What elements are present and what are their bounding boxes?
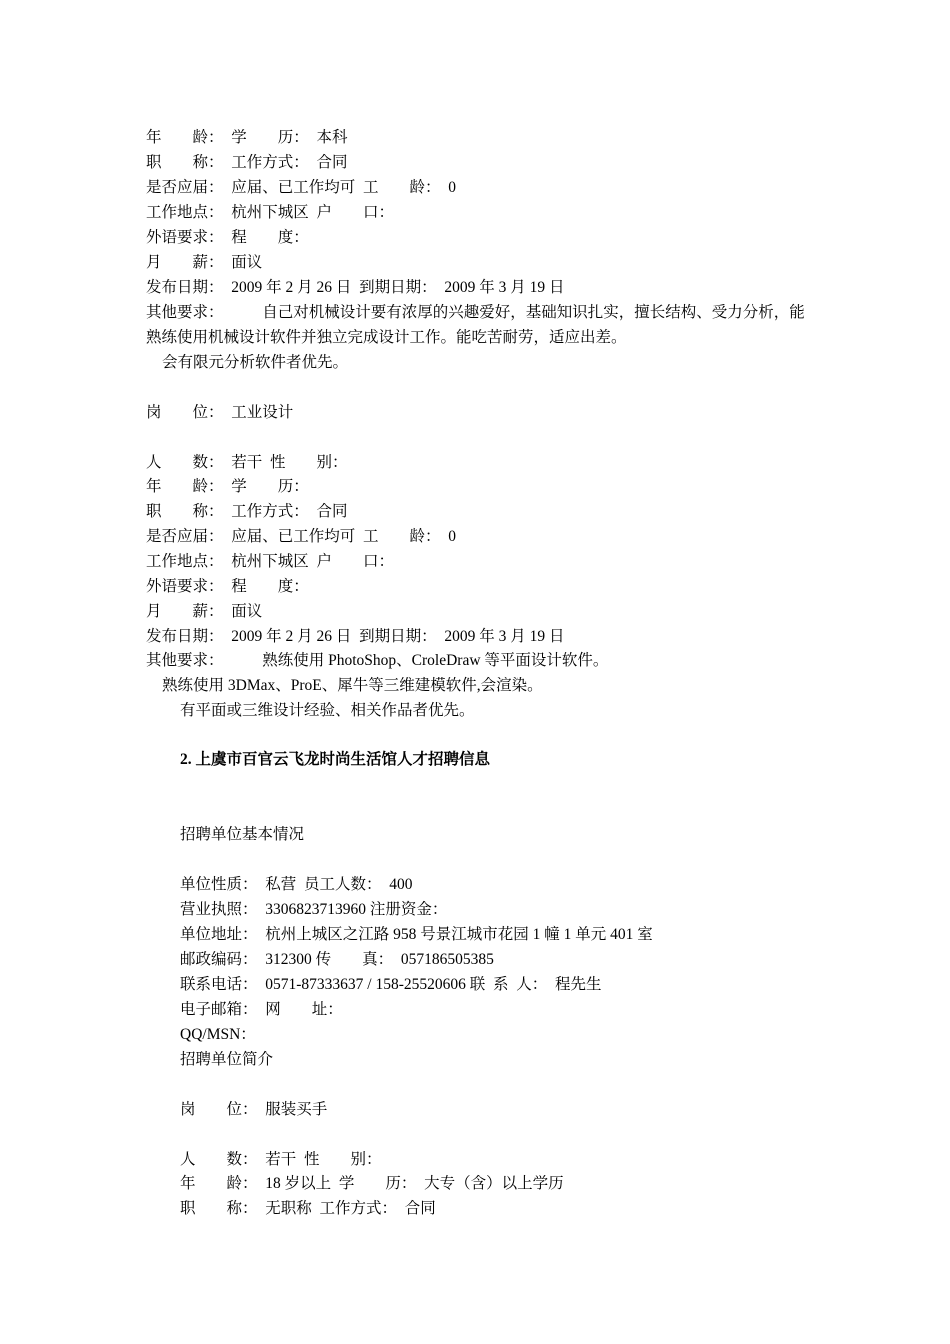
position-line: 岗 位： 工业设计: [146, 404, 294, 421]
title-line: 职 称： 工作方式： 合同: [146, 154, 348, 171]
address-line: 单位地址： 杭州上城区之江路 958 号景江城市花园 1 幢 1 单元 401 室: [180, 926, 653, 943]
email-line: 电子邮箱： 网 址：: [180, 1001, 343, 1018]
postcode-line: 邮政编码： 312300 传 真： 057186505385: [180, 951, 494, 968]
date-line: 发布日期： 2009 年 2 月 26 日 到期日期： 2009 年 3 月 19 日: [146, 628, 565, 645]
other-requirements-line2: 熟练使用 3DMax、ProE、犀牛等三维建模软件,会渲染。: [162, 677, 543, 694]
basic-info-title: 招聘单位基本情况: [180, 826, 305, 843]
phone-line: 联系电话： 0571-87333637 / 158-25520606 联 系 人： 程先生: [180, 976, 602, 993]
company-intro-title: 招聘单位简介: [180, 1051, 274, 1068]
qq-line: QQ/MSN：: [180, 1026, 256, 1043]
section-heading: 2. 上虞市百官云飞龙时尚生活馆人才招聘信息: [180, 751, 491, 768]
age-line: 年 龄： 18 岁以上 学 历： 大专（含）以上学历: [180, 1175, 564, 1192]
title-line: 职 称： 工作方式： 合同: [146, 503, 348, 520]
salary-line: 月 薪： 面议: [146, 254, 263, 271]
age-line: 年 龄： 学 历： 本科: [146, 129, 348, 146]
fresh-line: 是否应届： 应届、已工作均可 工 龄： 0: [146, 528, 457, 545]
other-requirements: 其他要求： 熟练使用 PhotoShop、CroleDraw 等平面设计软件。: [146, 652, 609, 669]
language-line: 外语要求： 程 度：: [146, 229, 309, 246]
location-line: 工作地点： 杭州下城区 户 口：: [146, 553, 395, 570]
language-line: 外语要求： 程 度：: [146, 578, 309, 595]
location-line: 工作地点： 杭州下城区 户 口：: [146, 204, 395, 221]
fresh-line: 是否应届： 应届、已工作均可 工 龄： 0: [146, 179, 457, 196]
other-requirements-extra: 会有限元分析软件者优先。: [162, 354, 349, 371]
other-requirements: 其他要求： 自己对机械设计要有浓厚的兴趣爱好，基础知识扎实，擅长结构、受力分析，能熟练使用机械设计软件并独立完成设计工作。能吃苦耐劳，适应出差。: [146, 304, 805, 346]
age-line: 年 龄： 学 历：: [146, 478, 309, 495]
count-line: 人 数： 若干 性 别：: [180, 1151, 382, 1168]
salary-line: 月 薪： 面议: [146, 603, 263, 620]
license-line: 营业执照： 3306823713960 注册资金：: [180, 901, 448, 918]
count-line: 人 数： 若干 性 别：: [146, 454, 348, 471]
position-line: 岗 位： 服装买手: [180, 1101, 328, 1118]
date-line: 发布日期： 2009 年 2 月 26 日 到期日期： 2009 年 3 月 19 日: [146, 279, 565, 296]
other-requirements-line3: 有平面或三维设计经验、相关作品者优先。: [180, 702, 475, 719]
title-line: 职 称： 无职称 工作方式： 合同: [180, 1200, 436, 1217]
nature-line: 单位性质： 私营 员工人数： 400: [180, 876, 413, 893]
